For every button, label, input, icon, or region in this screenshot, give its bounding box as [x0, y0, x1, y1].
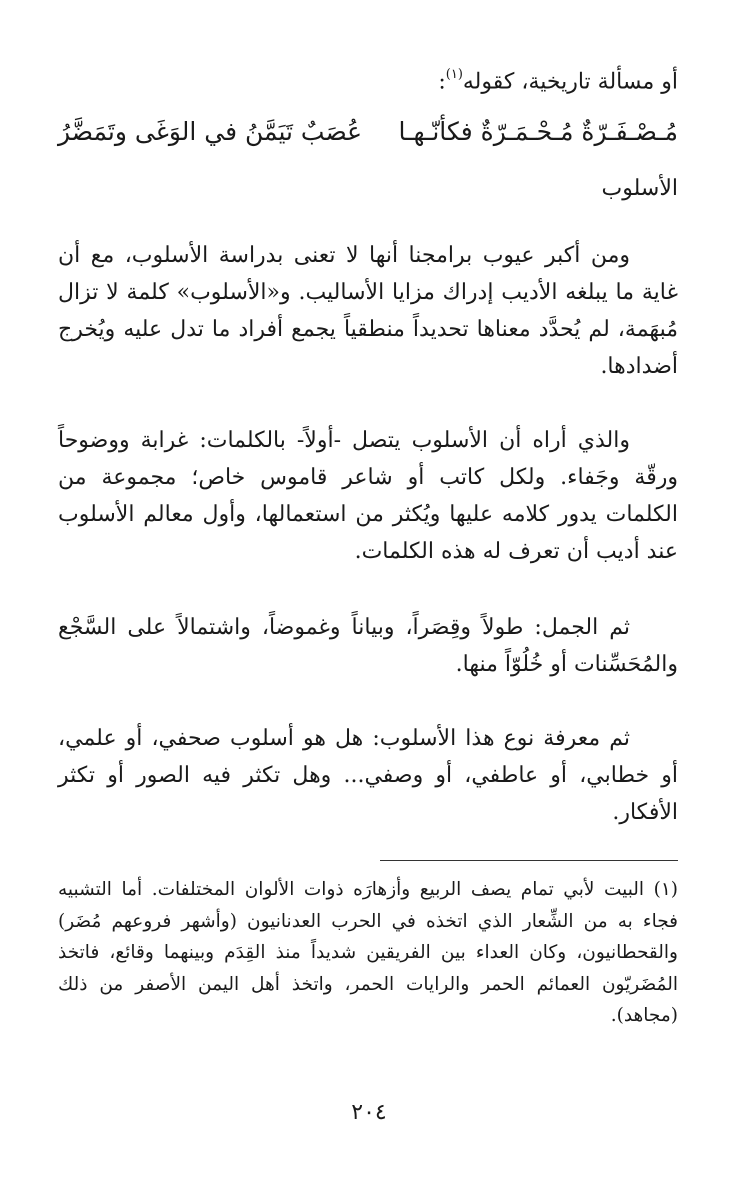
- paragraph-1: ومن أكبر عيوب برامجنا أنها لا تعنى بدراسة الأسلوب، مع أن غاية ما يبلغه الأديب إدراك مزايا الأساليب. و«الأسلوب» كلمة لا تزال مُبهَمة، لم يُحدَّد معناها تحديداً منطقياً يجمع أفراد ما تدل عليه ويُخرج أضدادها.: [58, 243, 678, 379]
- verse-second-hemistich: عُصَبٌ تَيَمَّنُ في الوَغَى وتَمَضَّرُ: [58, 117, 363, 146]
- poetry-verse: [58, 112, 678, 152]
- intro-colon: :: [438, 69, 446, 95]
- paragraph-3: ثم الجمل: طولاً وقِصَراً، وبياناً وغموضاً، واشتمالاً على السَّجْع والمُحَسِّنات أو خُلُوّاً منها.: [58, 615, 678, 677]
- footnote-marker: (١): [445, 67, 463, 82]
- intro-text: أو مسألة تاريخية، كقوله: [462, 69, 678, 95]
- page-number: ٢٠٤: [351, 1100, 387, 1125]
- footnote-separator: [380, 860, 678, 861]
- intro-line: [58, 58, 678, 101]
- paragraph-2: والذي أراه أن الأسلوب يتصل -أولاً- بالكلمات: غرابة ووضوحاً ورقّة وجَفاء. ولكل كاتب أو شاعر قاموس خاص؛ مجموعة من الكلمات يدور كلامه عليها ويُكثر من استعمالها، وأول معالم الأسلوب عند أديب أن تعرف له هذه الكلمات.: [58, 428, 679, 564]
- footnote: (١) البيت لأبي تمام يصف الربيع وأزهارَه ذوات الألوان المختلفات. أما التشبيه فجاء به من الشِّعار الذي اتخذه في الحرب العدنانيون (وأشهر فروعهم مُضَر) والقحطانيون، وكان العداء بين الفريقين شديداً منذ القِدَم وبينهما وقائع، فاتخذ المُضَريّون العمائم الحمر والرايات الحمر، واتخذ أهل اليمن الأصفر من ذلك (مجاهد).: [58, 879, 678, 1026]
- verse-first-hemistich: مُـصْـفَـرّةٌ مُـحْـمَـرّةٌ فكأنّـهـا: [398, 117, 678, 146]
- paragraph-4: ثم معرفة نوع هذا الأسلوب: هل هو أسلوب صحفي، أو علمي، أو خطابي، أو عاطفي، أو وصفي... وهل تكثر فيه الصور أو تكثر الأفكار.: [58, 726, 678, 825]
- section-heading: الأسلوب: [601, 176, 678, 201]
